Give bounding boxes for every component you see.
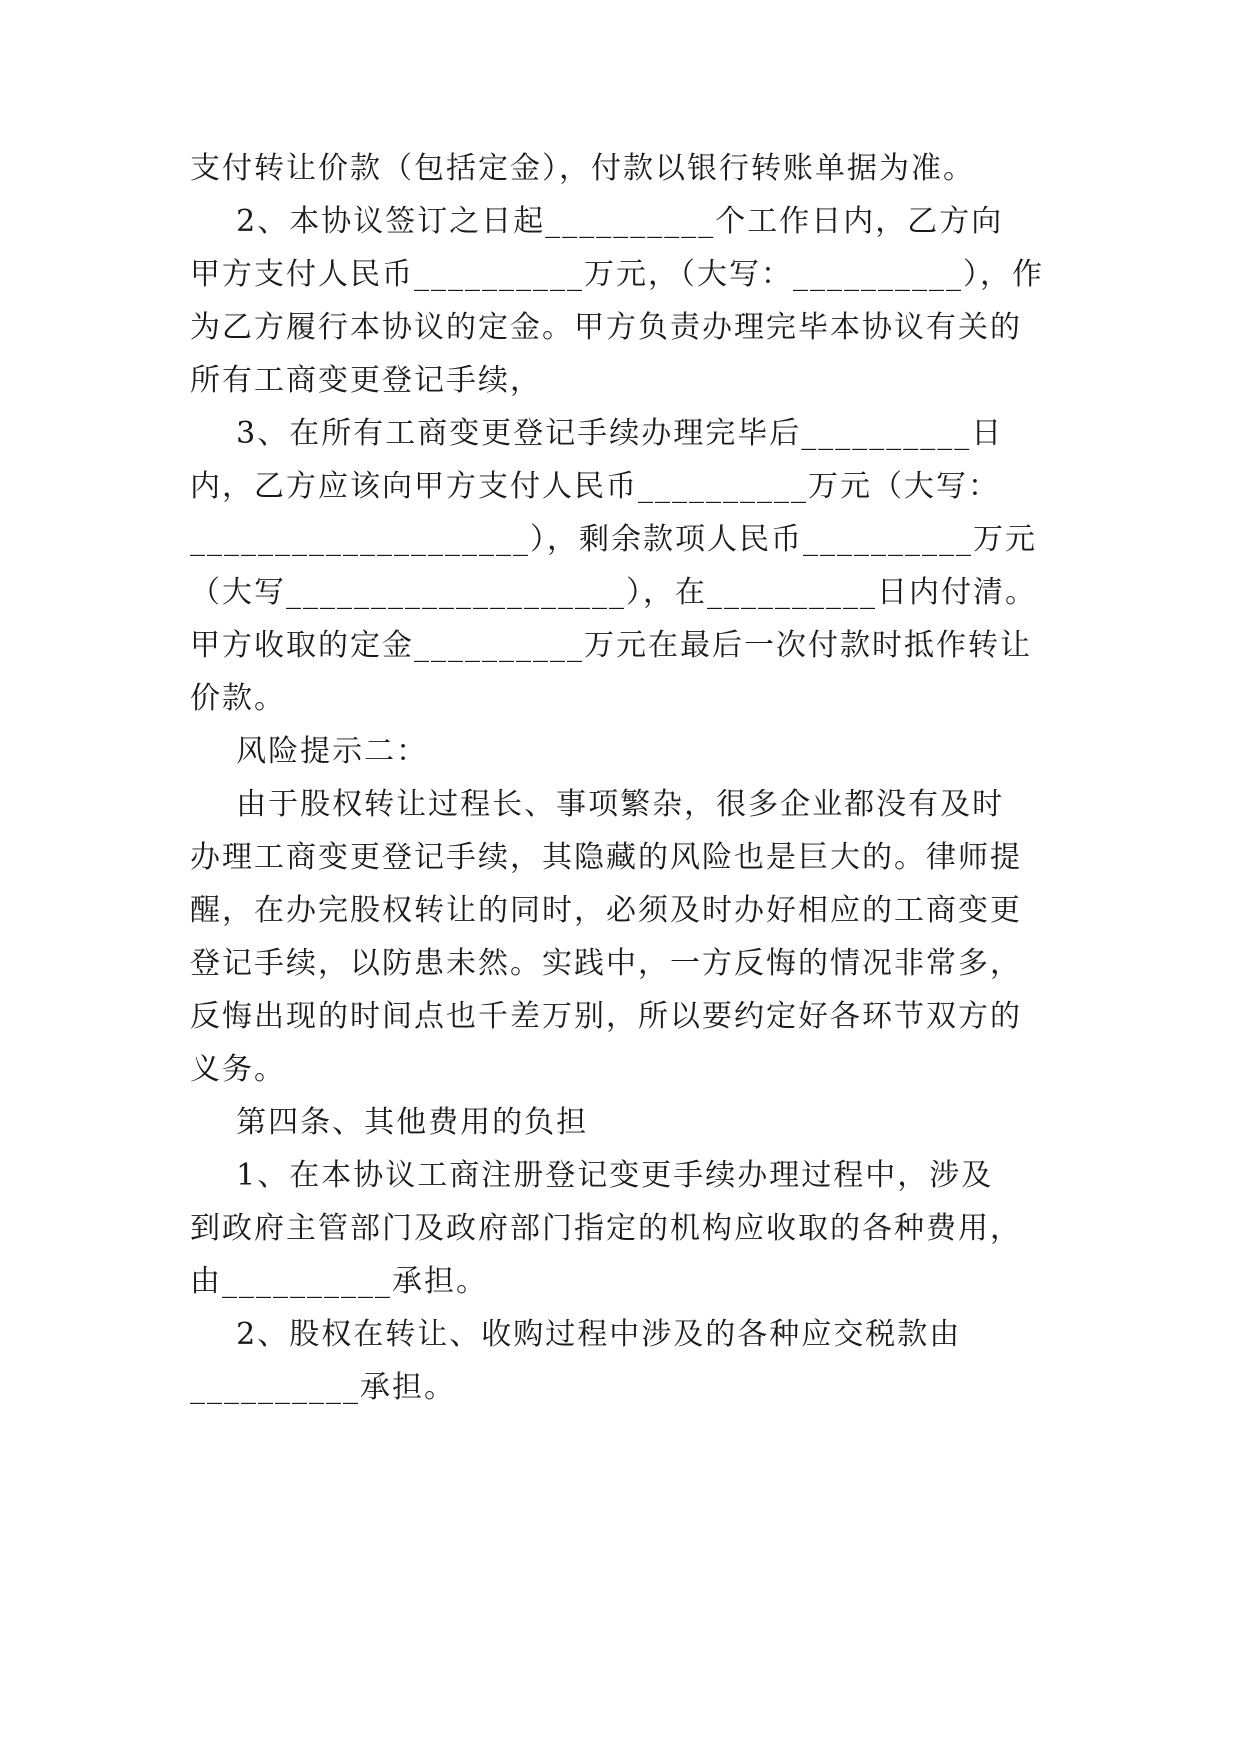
text-line-2: 2、本协议签订之日起__________个工作日内，乙方向 bbox=[190, 204, 1004, 239]
text-line-17: 反悔出现的时间点也千差万别，所以要约定好各环节双方的 bbox=[190, 999, 1022, 1034]
text-line-3: 甲方支付人民币__________万元，（大写：__________），作 bbox=[190, 257, 1044, 292]
text-line-11: 价款。 bbox=[190, 681, 286, 716]
text-line-9: （大写____________________），在__________日内付清。 bbox=[190, 575, 1037, 610]
text-line-19: 第四条、其他费用的负担 bbox=[190, 1105, 589, 1140]
text-line-12: 风险提示二： bbox=[190, 734, 429, 769]
text-line-18: 义务。 bbox=[190, 1052, 286, 1087]
text-line-15: 醒，在办完股权转让的同时，必须及时办好相应的工商变更 bbox=[190, 893, 1022, 928]
text-line-8: ____________________），剩余款项人民币__________万元 bbox=[190, 522, 1037, 557]
text-line-4: 为乙方履行本协议的定金。甲方负责办理完毕本协议有关的 bbox=[190, 310, 1022, 345]
text-line-1: 支付转让价款（包括定金），付款以银行转账单据为准。 bbox=[190, 151, 975, 186]
text-line-21: 到政府主管部门及政府部门指定的机构应收取的各种费用， bbox=[190, 1211, 1022, 1246]
text-line-10: 甲方收取的定金__________万元在最后一次付款时抵作转让 bbox=[190, 628, 1032, 663]
text-line-20: 1、在本协议工商注册登记变更手续办理过程中，涉及 bbox=[190, 1158, 994, 1193]
text-line-13: 由于股权转让过程长、事项繁杂，很多企业都没有及时 bbox=[190, 787, 1005, 822]
text-line-5: 所有工商变更登记手续， bbox=[190, 363, 542, 398]
text-line-6: 3、在所有工商变更登记手续办理完毕后__________日 bbox=[190, 416, 1004, 451]
text-line-16: 登记手续，以防患未然。实践中，一方反悔的情况非常多， bbox=[190, 946, 1022, 981]
text-line-23: 2、股权在转让、收购过程中涉及的各种应交税款由 bbox=[190, 1317, 962, 1352]
text-line-22: 由__________承担。 bbox=[190, 1264, 488, 1299]
text-line-7: 内，乙方应该向甲方支付人民币__________万元（大写： bbox=[190, 469, 1000, 504]
text-line-24: __________承担。 bbox=[190, 1370, 456, 1405]
text-line-14: 办理工商变更登记手续，其隐藏的风险也是巨大的。律师提 bbox=[190, 840, 1022, 875]
